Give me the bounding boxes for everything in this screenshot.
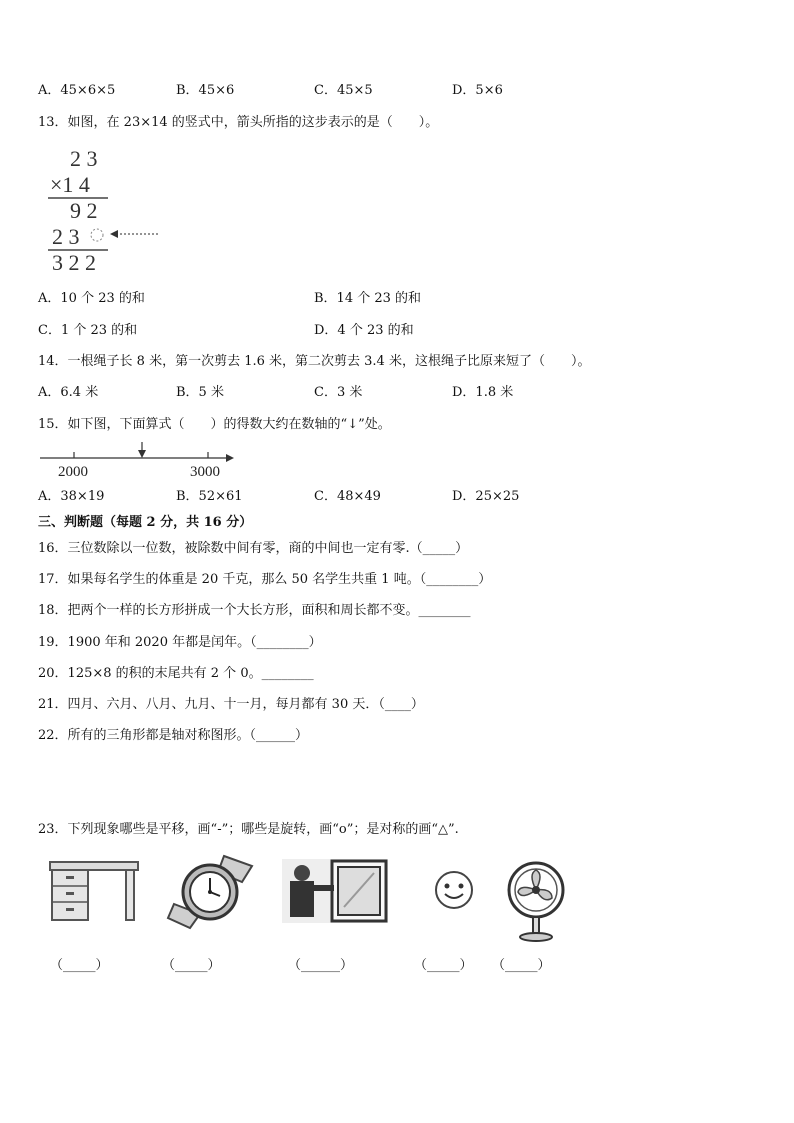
q14-option-d: D．1.8 米 [452,385,514,400]
vertical-row-5: 3 2 2 [52,250,96,275]
q23-blank-5[interactable]: （_____） [492,958,551,973]
q15-option-d: D．25×25 [452,489,520,504]
q12-option-a: A．45×6×5 [38,83,116,98]
q23-blank-2[interactable]: （_____） [162,958,221,973]
q14-stem: 14．一根绳子长 8 米，第一次剪去 1.6 米，第二次剪去 3.4 米，这根绳子比原来短了（ ）。 [38,354,591,369]
down-arrow-icon [138,450,146,458]
q14-option-b: B．5 米 [176,385,224,400]
vertical-row-4: 2 3 [52,224,80,249]
vertical-multiplication [48,146,168,276]
vertical-row-3: 9 2 [70,198,98,223]
vertical-row-1: 2 3 [70,146,98,171]
q13-option-b: B．14 个 23 的和 [314,291,422,306]
q23-blank-3[interactable]: （______） [288,958,354,973]
q23-stem: 23．下列现象哪些是平移，画“-”；哪些是旋转，画“o”；是对称的画“△”. [38,822,459,837]
q23-blank-1[interactable]: （_____） [50,958,109,973]
q15-option-c: C．48×49 [314,489,381,504]
q15-stem: 15．如下图，下面算式（ ）的得数大约在数轴的“↓”处。 [38,417,391,432]
window-picture [282,859,388,923]
q13-option-d: D．4 个 23 的和 [314,323,414,338]
q13-stem: 13．如图，在 23×14 的竖式中，箭头所指的这步表示的是（ ）。 [38,115,439,130]
judgment-16: 16．三位数除以一位数，被除数中间有零，商的中间也一定有零.（_____） [38,541,469,556]
number-line [38,438,238,484]
judgment-21: 21．四月、六月、八月、九月、十一月，每月都有 30 天．（____） [38,697,424,712]
axis-label-left: 2000 [58,464,88,480]
q12-option-d: D．5×6 [452,83,503,98]
arrow-left-icon [110,230,118,238]
smiley-picture [432,868,476,912]
q13-option-a: A．10 个 23 的和 [38,291,145,306]
q14-option-c: C．3 米 [314,385,363,400]
q15-option-a: A．38×19 [38,489,105,504]
q13-option-c: C．1 个 23 的和 [38,323,138,338]
fan-picture [504,860,568,944]
q15-option-b: B．52×61 [176,489,243,504]
q23-blank-4[interactable]: （_____） [414,958,473,973]
judgment-20: 20．125×8 的积的末尾共有 2 个 0。________ [38,666,314,681]
judgment-18: 18．把两个一样的长方形拼成一个大长方形，面积和周长都不变。________ [38,603,471,618]
q12-option-b: B．45×6 [176,83,235,98]
dotted-placeholder-zero [91,229,103,241]
vertical-row-2: ×1 4 [50,172,90,197]
q12-option-c: C．45×5 [314,83,373,98]
watch-picture [164,852,260,932]
desk-picture [48,858,140,924]
q14-option-a: A．6.4 米 [38,385,99,400]
judgment-17: 17．如果每名学生的体重是 20 千克，那么 50 名学生共重 1 吨。（________） [38,572,492,587]
axis-label-right: 3000 [190,464,220,480]
judgment-22: 22．所有的三角形都是轴对称图形。（______） [38,728,309,743]
section-3-heading: 三、判断题（每题 2 分，共 16 分） [38,515,253,530]
judgment-19: 19．1900 年和 2020 年都是闰年。（________） [38,635,322,650]
axis-arrow-icon [226,454,234,462]
